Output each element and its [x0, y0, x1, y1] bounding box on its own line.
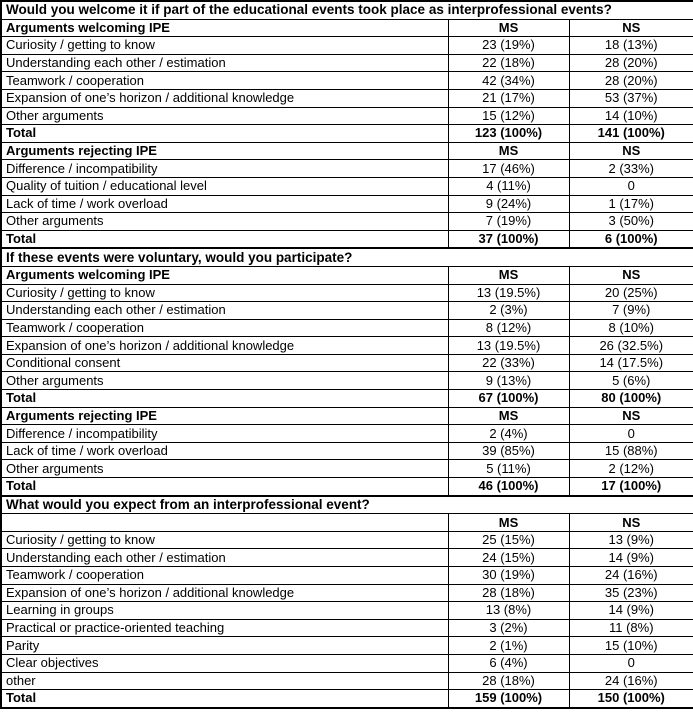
table-row	[1, 372, 693, 390]
ms-value: 5 (11%)	[448, 460, 569, 478]
ns-value: 28 (20%)	[569, 72, 693, 90]
row-label: Arguments rejecting IPE	[1, 142, 448, 160]
ms-value: 15 (12%)	[448, 107, 569, 125]
ns-value: 7 (9%)	[569, 302, 693, 320]
ns-value: NS	[569, 266, 693, 284]
question-row	[1, 1, 693, 19]
group-header-row	[1, 407, 693, 425]
ms-value: 9 (13%)	[448, 372, 569, 390]
ns-value: 2 (12%)	[569, 460, 693, 478]
ns-value: 17 (100%)	[569, 478, 693, 496]
ms-value: MS	[448, 142, 569, 160]
ns-value: 11 (8%)	[569, 619, 693, 637]
row-label: Practical or practice-oriented teaching	[1, 619, 448, 637]
question-label: If these events were voluntary, would you participate?	[1, 248, 693, 266]
ms-value: MS	[448, 266, 569, 284]
row-label	[1, 514, 448, 532]
table-row	[1, 672, 693, 690]
row-label: other	[1, 672, 448, 690]
ns-value: 2 (33%)	[569, 160, 693, 178]
ns-value: 14 (17.5%)	[569, 354, 693, 372]
table-row	[1, 602, 693, 620]
ns-value: NS	[569, 19, 693, 37]
row-label: Quality of tuition / educational level	[1, 177, 448, 195]
table-row	[1, 567, 693, 585]
question-row	[1, 496, 693, 514]
row-label: Understanding each other / estimation	[1, 302, 448, 320]
ms-value: 2 (4%)	[448, 425, 569, 443]
row-label: Arguments welcoming IPE	[1, 266, 448, 284]
table-row	[1, 337, 693, 355]
ms-value: 37 (100%)	[448, 230, 569, 248]
ms-value: 24 (15%)	[448, 549, 569, 567]
ns-value: 5 (6%)	[569, 372, 693, 390]
ns-value: 0	[569, 654, 693, 672]
row-label: Total	[1, 390, 448, 408]
table-row	[1, 177, 693, 195]
total-row	[1, 230, 693, 248]
ns-value: 80 (100%)	[569, 390, 693, 408]
table-row	[1, 89, 693, 107]
ns-value: 15 (10%)	[569, 637, 693, 655]
row-label: Total	[1, 478, 448, 496]
group-header-row	[1, 266, 693, 284]
ms-value: 46 (100%)	[448, 478, 569, 496]
total-row	[1, 478, 693, 496]
table-row	[1, 549, 693, 567]
row-label: Lack of time / work overload	[1, 195, 448, 213]
row-label: Arguments welcoming IPE	[1, 19, 448, 37]
ms-value: 22 (18%)	[448, 54, 569, 72]
ns-value: 0	[569, 425, 693, 443]
table-row	[1, 37, 693, 55]
row-label: Curiosity / getting to know	[1, 37, 448, 55]
total-row	[1, 125, 693, 143]
ms-value: MS	[448, 514, 569, 532]
row-label: Teamwork / cooperation	[1, 567, 448, 585]
table-row	[1, 319, 693, 337]
table-row	[1, 354, 693, 372]
ns-value: 35 (23%)	[569, 584, 693, 602]
ns-value: 15 (88%)	[569, 442, 693, 460]
ns-value: 24 (16%)	[569, 567, 693, 585]
row-label: Teamwork / cooperation	[1, 319, 448, 337]
table-row	[1, 72, 693, 90]
ns-value: 13 (9%)	[569, 531, 693, 549]
row-label: Expansion of one’s horizon / additional knowledge	[1, 337, 448, 355]
ns-value: 18 (13%)	[569, 37, 693, 55]
row-label: Learning in groups	[1, 602, 448, 620]
ms-value: 2 (3%)	[448, 302, 569, 320]
ms-value: 6 (4%)	[448, 654, 569, 672]
ms-value: 21 (17%)	[448, 89, 569, 107]
ms-value: 28 (18%)	[448, 672, 569, 690]
table-row	[1, 107, 693, 125]
row-label: Expansion of one’s horizon / additional knowledge	[1, 89, 448, 107]
table-row	[1, 637, 693, 655]
row-label: Expansion of one’s horizon / additional knowledge	[1, 584, 448, 602]
table-row	[1, 460, 693, 478]
row-label: Conditional consent	[1, 354, 448, 372]
ns-value: 0	[569, 177, 693, 195]
ms-value: 2 (1%)	[448, 637, 569, 655]
ns-value: 14 (9%)	[569, 549, 693, 567]
ns-value: NS	[569, 407, 693, 425]
ns-value: 150 (100%)	[569, 690, 693, 708]
ns-value: 20 (25%)	[569, 284, 693, 302]
ms-value: 30 (19%)	[448, 567, 569, 585]
row-label: Understanding each other / estimation	[1, 549, 448, 567]
ns-value: 141 (100%)	[569, 125, 693, 143]
table-row	[1, 425, 693, 443]
ms-value: 13 (19.5%)	[448, 284, 569, 302]
ms-value: 25 (15%)	[448, 531, 569, 549]
row-label: Total	[1, 690, 448, 708]
results-table-body	[1, 1, 693, 708]
ns-value: 28 (20%)	[569, 54, 693, 72]
ns-value: 6 (100%)	[569, 230, 693, 248]
group-header-row	[1, 514, 693, 532]
ms-value: 23 (19%)	[448, 37, 569, 55]
question-label: Would you welcome it if part of the educational events took place as interprofessional events?	[1, 1, 693, 19]
ns-value: 14 (9%)	[569, 602, 693, 620]
ms-value: 3 (2%)	[448, 619, 569, 637]
ns-value: 24 (16%)	[569, 672, 693, 690]
row-label: Arguments rejecting IPE	[1, 407, 448, 425]
row-label: Total	[1, 125, 448, 143]
table-row	[1, 284, 693, 302]
ms-value: 7 (19%)	[448, 213, 569, 231]
ms-value: 4 (11%)	[448, 177, 569, 195]
row-label: Difference / incompatibility	[1, 160, 448, 178]
ms-value: 13 (19.5%)	[448, 337, 569, 355]
ms-value: 22 (33%)	[448, 354, 569, 372]
group-header-row	[1, 142, 693, 160]
row-label: Curiosity / getting to know	[1, 531, 448, 549]
ms-value: 42 (34%)	[448, 72, 569, 90]
table-row	[1, 160, 693, 178]
ms-value: 123 (100%)	[448, 125, 569, 143]
row-label: Total	[1, 230, 448, 248]
table-row	[1, 195, 693, 213]
ms-value: MS	[448, 407, 569, 425]
ms-value: 8 (12%)	[448, 319, 569, 337]
ns-value: 26 (32.5%)	[569, 337, 693, 355]
ms-value: 39 (85%)	[448, 442, 569, 460]
ms-value: 28 (18%)	[448, 584, 569, 602]
row-label: Understanding each other / estimation	[1, 54, 448, 72]
ms-value: 159 (100%)	[448, 690, 569, 708]
question-label: What would you expect from an interprofessional event?	[1, 496, 693, 514]
ns-value: 1 (17%)	[569, 195, 693, 213]
ms-value: 17 (46%)	[448, 160, 569, 178]
table-row	[1, 54, 693, 72]
ns-value: NS	[569, 142, 693, 160]
ms-value: 67 (100%)	[448, 390, 569, 408]
row-label: Teamwork / cooperation	[1, 72, 448, 90]
row-label: Other arguments	[1, 107, 448, 125]
ns-value: 8 (10%)	[569, 319, 693, 337]
row-label: Other arguments	[1, 460, 448, 478]
ms-value: 13 (8%)	[448, 602, 569, 620]
row-label: Parity	[1, 637, 448, 655]
ns-value: NS	[569, 514, 693, 532]
ms-value: MS	[448, 19, 569, 37]
total-row	[1, 390, 693, 408]
row-label: Curiosity / getting to know	[1, 284, 448, 302]
group-header-row	[1, 19, 693, 37]
total-row	[1, 690, 693, 708]
row-label: Other arguments	[1, 372, 448, 390]
row-label: Other arguments	[1, 213, 448, 231]
row-label: Difference / incompatibility	[1, 425, 448, 443]
table-row	[1, 213, 693, 231]
ms-value: 9 (24%)	[448, 195, 569, 213]
row-label: Lack of time / work overload	[1, 442, 448, 460]
table-row	[1, 654, 693, 672]
table-row	[1, 619, 693, 637]
table-row	[1, 442, 693, 460]
ns-value: 14 (10%)	[569, 107, 693, 125]
table-row	[1, 302, 693, 320]
table-row	[1, 584, 693, 602]
question-row	[1, 248, 693, 266]
ns-value: 53 (37%)	[569, 89, 693, 107]
row-label: Clear objectives	[1, 654, 448, 672]
table-row	[1, 531, 693, 549]
ns-value: 3 (50%)	[569, 213, 693, 231]
